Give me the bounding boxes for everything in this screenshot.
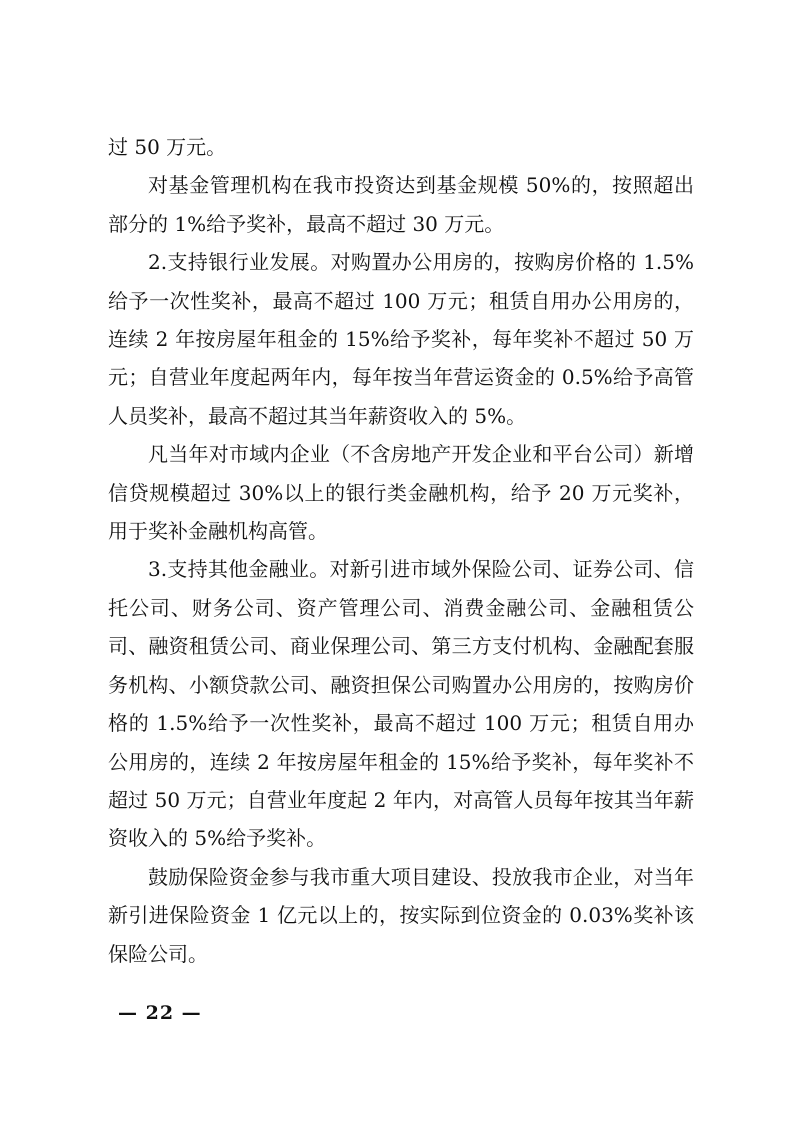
page-number: — 22 —	[118, 1002, 202, 1024]
paragraph-fund-management: 对基金管理机构在我市投资达到基金规模 50%的，按照超出部分的 1%给予奖补，最高不超过 30 万元。	[108, 173, 694, 236]
paragraph-credit-growth: 凡当年对市域内企业（不含房地产开发企业和平台公司）新增信贷规模超过 30%以上的银行类金融机构，给予 20 万元奖补，用于奖补金融机构高管。	[108, 442, 694, 544]
paragraph-banking-support: 2.支持银行业发展。对购置办公用房的，按购房价格的 1.5%给予一次性奖补，最高不超过 100 万元；租赁自用办公用房的，连续 2 年按房屋年租金的 15%给予奖补，每年奖补不超过 50 万元；自营业年度起两年内，每年按当年营运资金的 0.5%给予高管人员奖补，最高不超过其当年薪资收入的 5%。	[108, 250, 694, 428]
paragraph-continuation: 过 50 万元。	[108, 135, 227, 159]
paragraph-other-finance: 3.支持其他金融业。对新引进市域外保险公司、证券公司、信托公司、财务公司、资产管理公司、消费金融公司、金融租赁公司、融资租赁公司、商业保理公司、第三方支付机构、金融配套服务机构、小额贷款公司、融资担保公司购置办公用房的，按购房价格的 1.5%给予一次性奖补，最高不超过 100 万元；租赁自用办公用房的，连续 2 年按房屋年租金的 15%给予奖补，每年奖补不超过 50 万元；自营业年度起 2 年内，对高管人员每年按其当年薪资收入的 5%给予奖补。	[108, 557, 694, 851]
body-text	[108, 128, 694, 973]
paragraph-insurance-funds: 鼓励保险资金参与我市重大项目建设、投放我市企业，对当年新引进保险资金 1 亿元以上的，按实际到位资金的 0.03%奖补该保险公司。	[108, 864, 694, 966]
